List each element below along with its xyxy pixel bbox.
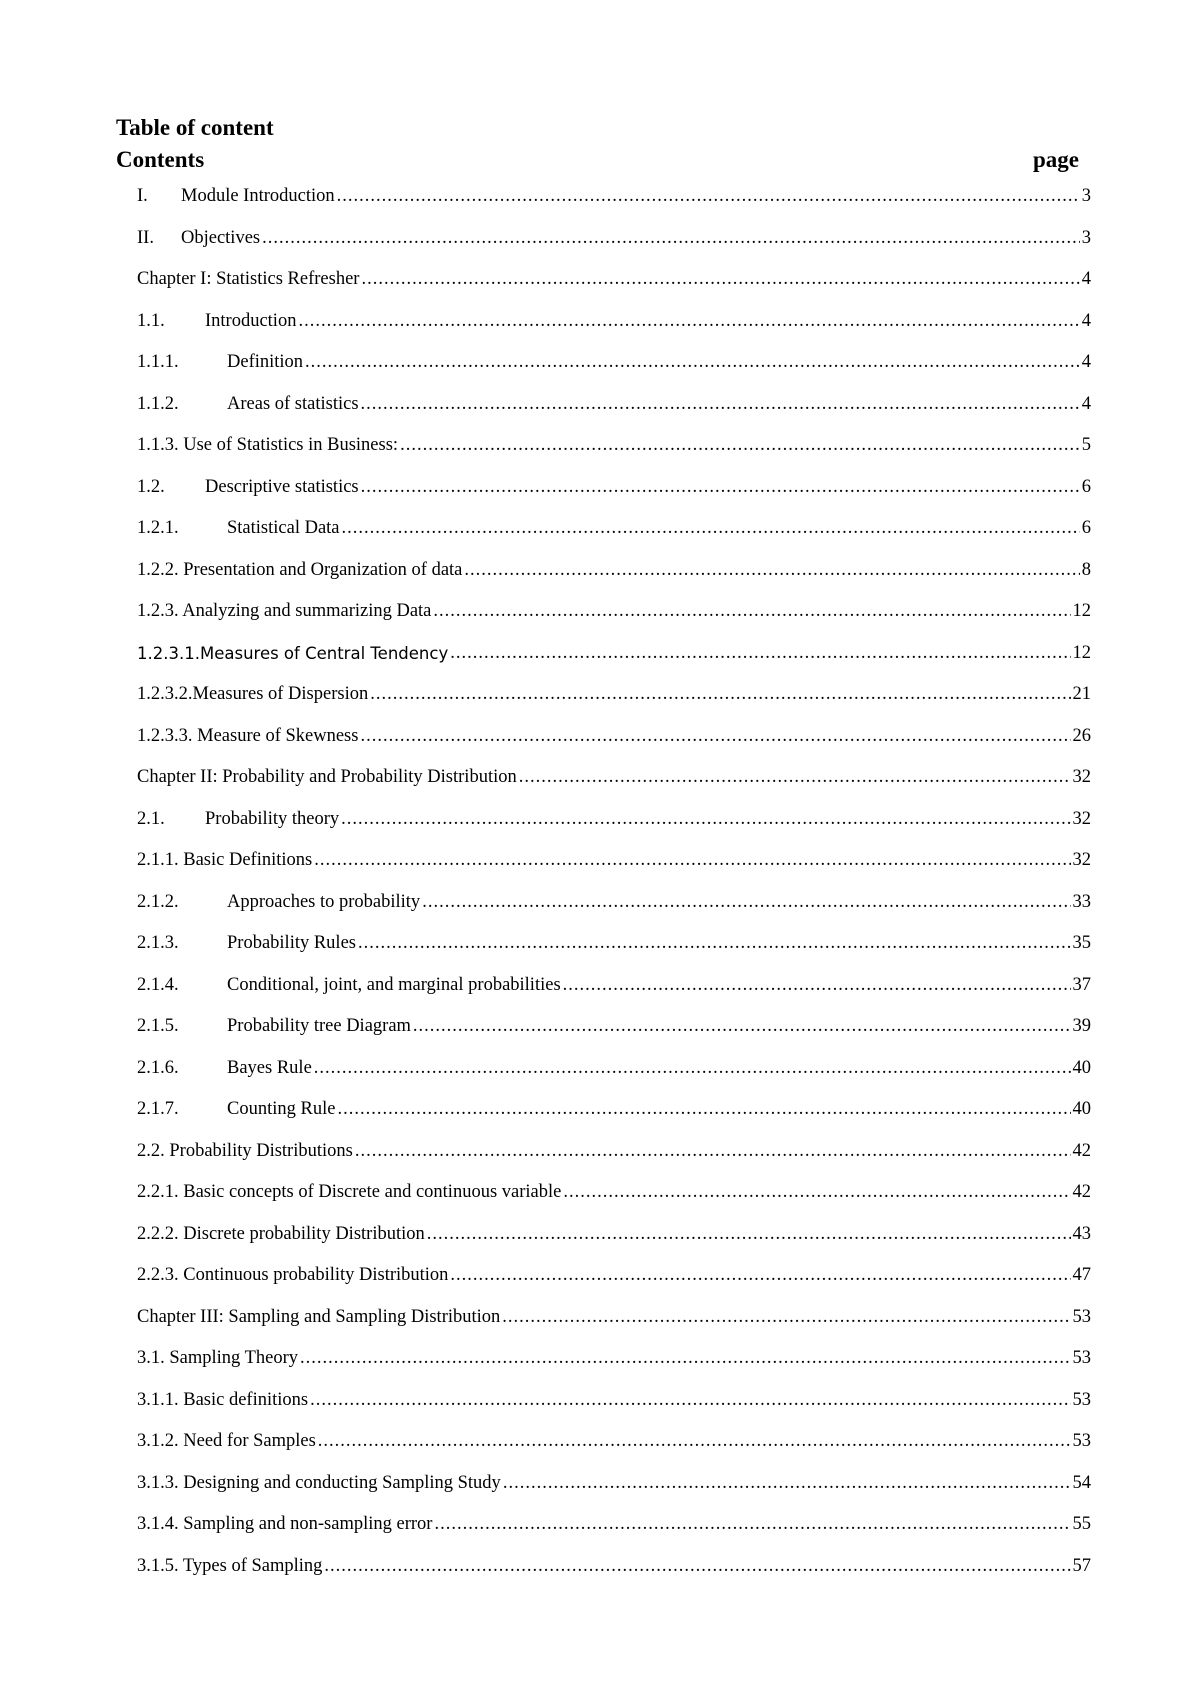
dot-leader (370, 684, 1070, 705)
toc-entry-page-number: 32 (1072, 850, 1091, 871)
toc-entry-label: Module Introduction (181, 186, 335, 207)
toc-entry[interactable] (137, 1380, 1091, 1422)
toc-entry-label: Probability tree Diagram (227, 1016, 411, 1037)
toc-entry-number: 2.1.4. (137, 974, 179, 995)
toc-entry-page-number: 47 (1072, 1265, 1091, 1286)
dot-leader (298, 311, 1079, 332)
toc-entry-label: Statistical Data (227, 518, 340, 539)
toc-entry[interactable] (137, 840, 1091, 882)
toc-entry[interactable] (137, 633, 1091, 675)
dot-leader (563, 1182, 1070, 1203)
toc-entry-page-number: 12 (1072, 642, 1091, 663)
toc-entry-number: 2.1.2. (137, 891, 179, 912)
toc-entry-number: 2.1.7. (137, 1099, 179, 1120)
toc-entry-page-number: 43 (1072, 1223, 1091, 1244)
toc-entry-page-number: 40 (1072, 1057, 1091, 1078)
toc-entry-label: 2.2. Probability Distributions (137, 1140, 353, 1161)
toc-entry-label: Objectives (181, 227, 261, 248)
toc-entry[interactable] (137, 1089, 1091, 1131)
toc-entry-page-number: 12 (1072, 601, 1091, 622)
toc-entry-number: 1.2.1. (137, 518, 179, 539)
dot-leader (563, 975, 1071, 996)
toc-entry[interactable] (137, 384, 1091, 426)
toc-entry[interactable] (137, 550, 1091, 592)
toc-entry[interactable] (137, 965, 1091, 1007)
toc-entry[interactable] (137, 1338, 1091, 1380)
toc-entry[interactable] (137, 1546, 1091, 1588)
toc-entry-page-number: 6 (1081, 476, 1091, 497)
toc-entry-label: Introduction (205, 310, 297, 331)
toc-entry-label: Approaches to probability (227, 891, 421, 912)
contents-heading: Contents (116, 147, 205, 172)
dot-leader (314, 1058, 1071, 1079)
toc-entry-label: 3.1.1. Basic definitions (137, 1389, 309, 1410)
toc-entry-label: Probability Rules (227, 933, 356, 954)
toc-entry[interactable] (137, 259, 1091, 301)
toc-entry-label: 2.1.1. Basic Definitions (137, 850, 313, 871)
toc-entry[interactable] (137, 1421, 1091, 1463)
dot-leader (360, 726, 1070, 747)
toc-entry-page-number: 8 (1081, 559, 1091, 580)
toc-entry-page-number: 42 (1072, 1140, 1091, 1161)
dot-leader (464, 560, 1079, 581)
toc-entry-label: Areas of statistics (227, 393, 359, 414)
toc-entry-label: 1.2.3.2.Measures of Dispersion (137, 684, 369, 705)
toc-entry-page-number: 35 (1072, 933, 1091, 954)
toc-entry-label: Chapter III: Sampling and Sampling Distribution (137, 1306, 501, 1327)
toc-entry-page-number: 53 (1072, 1431, 1091, 1452)
dot-leader (262, 228, 1080, 249)
toc-entry-page-number: 55 (1072, 1514, 1091, 1535)
toc-entry-label: 3.1.2. Need for Samples (137, 1431, 316, 1452)
toc-entry-label: 1.1.3. Use of Statistics in Business: (137, 435, 399, 456)
toc-entry[interactable] (137, 301, 1091, 343)
toc-entry-label: Chapter I: Statistics Refresher (137, 269, 360, 290)
toc-entry[interactable] (137, 882, 1091, 924)
toc-entry-number: 1.2. (137, 476, 165, 497)
dot-leader (342, 518, 1080, 539)
toc-entry[interactable] (137, 1006, 1091, 1048)
dot-leader (434, 1514, 1070, 1535)
dot-leader (310, 1390, 1070, 1411)
dot-leader (314, 850, 1070, 871)
dot-leader (400, 435, 1080, 456)
toc-entry-label: 1.2.3. Analyzing and summarizing Data (137, 601, 432, 622)
toc-entry[interactable] (137, 467, 1091, 509)
toc-entry-label: Descriptive statistics (205, 476, 359, 497)
toc-entry[interactable] (137, 591, 1091, 633)
toc-entry-page-number: 40 (1072, 1099, 1091, 1120)
toc-entry-number: I. (137, 186, 148, 207)
toc-entry-page-number: 21 (1072, 684, 1091, 705)
toc-entry-page-number: 4 (1081, 269, 1091, 290)
toc-entry-number: 2.1.5. (137, 1016, 179, 1037)
toc-entry-page-number: 4 (1081, 310, 1091, 331)
toc-entry-page-number: 54 (1072, 1472, 1091, 1493)
toc-entry-page-number: 26 (1072, 725, 1091, 746)
dot-leader (324, 1556, 1070, 1577)
dot-leader (341, 809, 1070, 830)
toc-entry-label: 1.2.2. Presentation and Organization of data (137, 559, 463, 580)
toc-entry-number: 2.1.6. (137, 1057, 179, 1078)
toc-entry-label: Bayes Rule (227, 1057, 312, 1078)
toc-entry[interactable] (137, 218, 1091, 260)
toc-entry-label: 3.1.4. Sampling and non-sampling error (137, 1514, 433, 1535)
toc-entry[interactable] (137, 176, 1091, 218)
toc-entry[interactable] (137, 1504, 1091, 1546)
toc-entry-label: 3.1. Sampling Theory (137, 1348, 299, 1369)
toc-header-row (116, 145, 1079, 175)
page-column-heading: page (1033, 147, 1079, 172)
dot-leader (422, 892, 1070, 913)
toc-entry-label: 2.2.1. Basic concepts of Discrete and continuous variable (137, 1182, 562, 1203)
toc-entry-number: 2.1.3. (137, 933, 179, 954)
toc-entry[interactable] (137, 1214, 1091, 1256)
toc-entry-label: Probability theory (205, 808, 340, 829)
dot-leader (433, 601, 1070, 622)
dot-leader (337, 186, 1080, 207)
toc-entry[interactable] (137, 799, 1091, 841)
toc-entry-label: Counting Rule (227, 1099, 336, 1120)
toc-list (137, 176, 1091, 1587)
toc-entry-number: II. (137, 227, 154, 248)
toc-entry-label: 1.2.3.1.Measures of Central Tendency (137, 643, 449, 663)
toc-entry-number: 2.1. (137, 808, 165, 829)
dot-leader (358, 933, 1071, 954)
toc-entry-page-number: 32 (1072, 808, 1091, 829)
toc-entry-label: 3.1.5. Types of Sampling (137, 1555, 323, 1576)
toc-entry[interactable] (137, 508, 1091, 550)
toc-entry[interactable] (137, 757, 1091, 799)
toc-entry-page-number: 32 (1072, 767, 1091, 788)
toc-entry[interactable] (137, 1255, 1091, 1297)
toc-entry-page-number: 53 (1072, 1389, 1091, 1410)
toc-entry-page-number: 39 (1072, 1016, 1091, 1037)
toc-entry[interactable] (137, 425, 1091, 467)
toc-entry[interactable] (137, 923, 1091, 965)
toc-entry-page-number: 3 (1081, 227, 1091, 248)
dot-leader (519, 767, 1071, 788)
toc-entry[interactable] (137, 1131, 1091, 1173)
toc-entry-label: 1.2.3.3. Measure of Skewness (137, 725, 359, 746)
dot-leader (318, 1431, 1071, 1452)
toc-entry-page-number: 4 (1081, 352, 1091, 373)
dot-leader (361, 477, 1080, 498)
toc-entry-page-number: 53 (1072, 1306, 1091, 1327)
dot-leader (361, 394, 1080, 415)
dot-leader (300, 1348, 1070, 1369)
toc-entry[interactable] (137, 716, 1091, 758)
toc-entry-page-number: 37 (1072, 974, 1091, 995)
toc-entry-label: 2.2.2. Discrete probability Distribution (137, 1223, 425, 1244)
toc-entry-label: Definition (227, 352, 304, 373)
dot-leader (502, 1307, 1070, 1328)
toc-entry-label: Chapter II: Probability and Probability Distribution (137, 767, 517, 788)
toc-entry-page-number: 6 (1081, 518, 1091, 539)
toc-entry[interactable] (137, 1463, 1091, 1505)
toc-entry-number: 1.1.1. (137, 352, 179, 373)
toc-entry-number: 1.1.2. (137, 393, 179, 414)
toc-entry[interactable] (137, 674, 1091, 716)
dot-leader (413, 1016, 1071, 1037)
dot-leader (361, 269, 1079, 290)
toc-entry-label: 2.2.3. Continuous probability Distribution (137, 1265, 449, 1286)
toc-entry[interactable] (137, 342, 1091, 384)
dot-leader (450, 643, 1070, 664)
toc-entry[interactable] (137, 1297, 1091, 1339)
page-title: Table of content (116, 115, 274, 140)
toc-entry-page-number: 57 (1072, 1555, 1091, 1576)
toc-entry[interactable] (137, 1048, 1091, 1090)
toc-entry-label: Conditional, joint, and marginal probabilities (227, 974, 561, 995)
toc-entry-page-number: 53 (1072, 1348, 1091, 1369)
toc-entry-page-number: 3 (1081, 186, 1091, 207)
dot-leader (450, 1265, 1070, 1286)
dot-leader (503, 1473, 1071, 1494)
toc-entry[interactable] (137, 1172, 1091, 1214)
toc-entry-page-number: 4 (1081, 393, 1091, 414)
dot-leader (337, 1099, 1070, 1120)
toc-entry-label: 3.1.3. Designing and conducting Sampling Study (137, 1472, 501, 1493)
dot-leader (427, 1224, 1071, 1245)
toc-entry-page-number: 33 (1072, 891, 1091, 912)
dot-leader (305, 352, 1080, 373)
toc-entry-number: 1.1. (137, 310, 165, 331)
dot-leader (355, 1141, 1071, 1162)
toc-entry-page-number: 42 (1072, 1182, 1091, 1203)
toc-entry-page-number: 5 (1081, 435, 1091, 456)
